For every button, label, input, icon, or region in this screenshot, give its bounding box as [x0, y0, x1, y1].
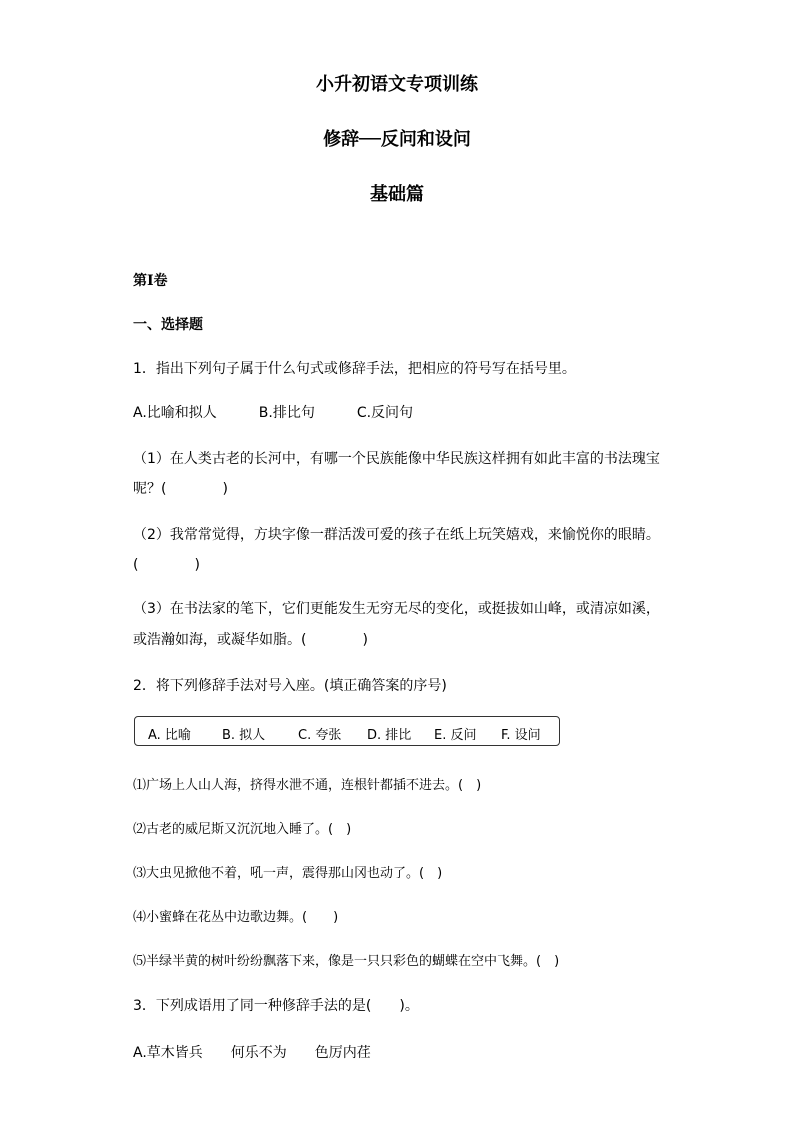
question-2-item-3: ⑶大虫见掀他不着，吼一声，震得那山冈也动了。( )	[133, 866, 443, 881]
option-f: F. 设问	[501, 728, 541, 743]
question-1-item-1-line-1: （1）在人类古老的长河中，有哪一个民族能像中华民族这样拥有如此丰富的书法瑰宝	[133, 451, 660, 467]
question-1-item-1-line-2: 呢？( )	[133, 481, 228, 497]
section-heading: 一、选择题	[133, 317, 203, 333]
question-1-options: A.比喻和拟人 B.排比句 C.反问句	[133, 405, 414, 421]
option-b: B. 拟人	[222, 728, 266, 743]
document-level: 基础篇	[370, 184, 424, 205]
question-3-option-a: A.草木皆兵 何乐不为 色厉内荏	[133, 1045, 371, 1061]
options-box	[134, 716, 560, 746]
question-3-stem: 3．下列成语用了同一种修辞手法的是( )。	[133, 998, 419, 1014]
question-1-item-2-line-2: ( )	[133, 557, 200, 573]
option-e: E. 反问	[434, 728, 477, 743]
question-1-stem: 1．指出下列句子属于什么句式或修辞手法，把相应的符号写在括号里。	[133, 361, 576, 377]
document-title: 小升初语文专项训练	[316, 74, 478, 95]
question-2-item-4: ⑷小蜜蜂在花丛中边歌边舞。( )	[133, 910, 339, 925]
volume-heading: 第Ⅰ卷	[133, 273, 168, 289]
question-2-item-1: ⑴广场上人山人海，挤得水泄不通，连根针都插不进去。( )	[133, 778, 482, 793]
question-1-item-3-line-1: （3）在书法家的笔下，它们更能发生无穷无尽的变化，或挺拔如山峰，或清凉如溪，	[133, 601, 660, 617]
question-2-item-2: ⑵古老的威尼斯又沉沉地入睡了。( )	[133, 822, 352, 837]
option-c: C. 夸张	[298, 728, 342, 743]
question-1-item-3-line-2: 或浩瀚如海，或凝华如脂。( )	[133, 632, 368, 648]
question-2-stem: 2．将下列修辞手法对号入座。(填正确答案的序号)	[133, 678, 447, 694]
question-2-item-5: ⑸半绿半黄的树叶纷纷飘落下来，像是一只只彩色的蝴蝶在空中飞舞。( )	[133, 954, 560, 969]
question-1-item-2-line-1: （2）我常常觉得，方块字像一群活泼可爱的孩子在纸上玩笑嬉戏，来愉悦你的眼睛。	[133, 527, 660, 543]
option-d: D. 排比	[367, 728, 412, 743]
document-subtitle: 修辞──反问和设问	[323, 129, 471, 150]
option-a: A. 比喻	[148, 728, 191, 743]
